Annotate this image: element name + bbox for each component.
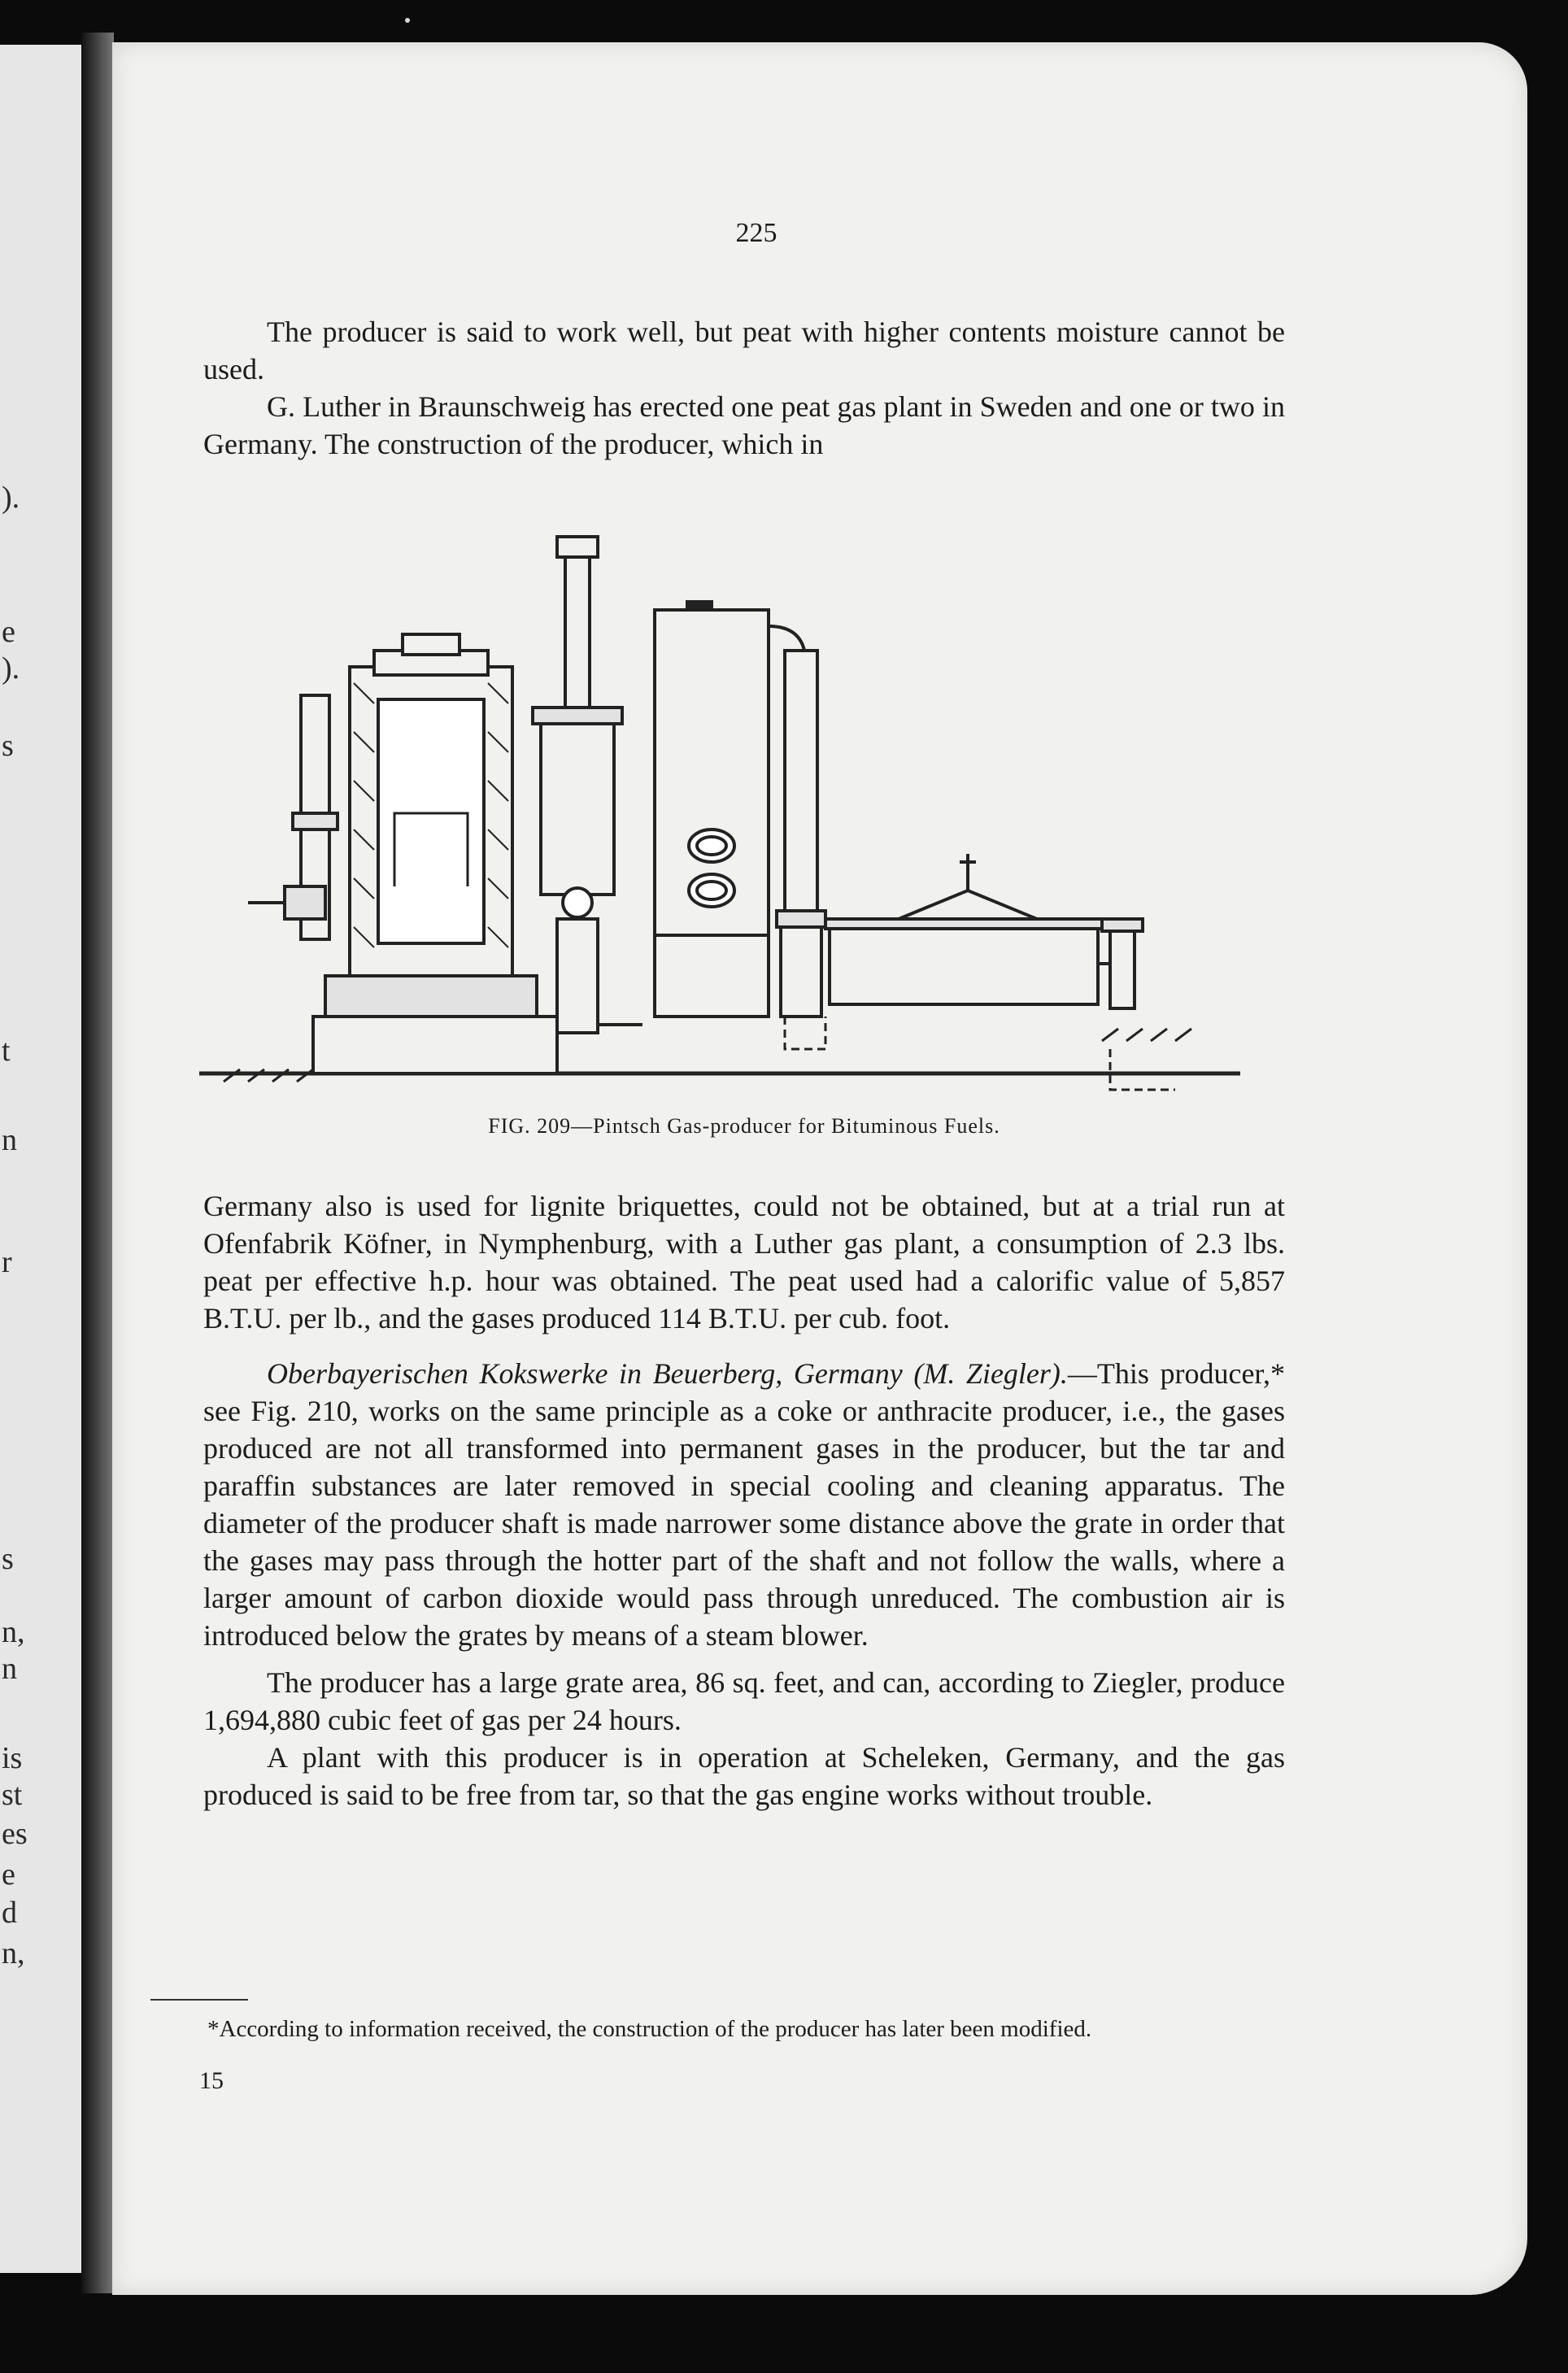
paragraph-body: —This producer,* see Fig. 210, works on the same principle as a coke or anthracite producer, i.e., the gases produced are not all transformed into permanent gases in the producer, but the tar and paraffin substances are later removed in special cooling and cleaning apparatus. The diameter of the producer shaft is made narrower some distance above the grate in order that the gases may pass through the hotter part of the shaft and not follow the walls, where a larger amount of carbon dioxide would pass through unreduced. The combustion air is introduced below the grates by means of a steam blower. [203, 1357, 1285, 1652]
margin-char: is [2, 1741, 23, 1775]
paragraph: G. Luther in Braunschweig has erected one peat gas plant in Sweden and one or two in Germany. The construction of the producer, which in [203, 390, 1285, 460]
margin-char: n [2, 1123, 17, 1157]
paragraph [203, 1355, 1285, 1654]
text-block-top [203, 313, 1285, 463]
figure-caption: FIG. 209—Pintsch Gas-producer for Bituminous Fuels. [488, 1114, 1000, 1138]
margin-char: n, [2, 1936, 25, 1970]
paragraph: The producer is said to work well, but peat with higher contents moisture cannot be used. [203, 316, 1285, 385]
page-number: 225 [735, 218, 777, 248]
margin-char: e [2, 1857, 15, 1892]
margin-char: n [2, 1652, 17, 1686]
book-spine [81, 33, 114, 2293]
margin-char: s [2, 729, 14, 763]
margin-char: ). [2, 481, 20, 515]
margin-char: t [2, 1034, 11, 1068]
margin-char: ). [2, 651, 20, 686]
margin-char: es [2, 1817, 28, 1851]
text-block-main [203, 1187, 1285, 1813]
margin-char: n, [2, 1615, 25, 1649]
gas-producer-diagram [199, 520, 1257, 1106]
signature-mark: 15 [199, 2067, 224, 2094]
paragraph: A plant with this producer is in operation at Scheleken, Germany, and the gas produced is said to be free from tar, so that the gas engine works without trouble. [203, 1741, 1285, 1811]
footnote-divider [150, 1999, 248, 2001]
footnote-text: *According to information received, the construction of the producer has later been modified. [207, 2016, 1092, 2042]
paragraph: The producer has a large grate area, 86 sq. feet, and can, according to Ziegler, produce 1,694,880 cubic feet of gas per 24 hours. [203, 1666, 1285, 1736]
margin-char: st [2, 1778, 23, 1812]
margin-char: s [2, 1542, 14, 1576]
paragraph-heading: Oberbayerischen Kokswerke in Beuerberg, Germany (M. Ziegler). [267, 1357, 1068, 1390]
paragraph: Germany also is used for lignite briquettes, could not be obtained, but at a trial run at Ofenfabrik Köfner, in Nymphenburg, with a Luther gas plant, a consumption of 2.3 lbs. peat per effective h.p. hour was obtained. The peat used had a calorific value of 5,857 B.T.U. per lb., and the gases produced 114 B.T.U. per cub. foot. [203, 1190, 1285, 1335]
margin-char: d [2, 1896, 17, 1930]
scan-speck [405, 18, 410, 23]
figure-gas-producer [199, 520, 1257, 1106]
footnote [150, 2015, 1232, 2043]
margin-char: r [2, 1245, 12, 1279]
left-facing-page [0, 45, 81, 2273]
margin-char: e [2, 615, 15, 649]
left-page-margin-text [0, 45, 81, 2273]
